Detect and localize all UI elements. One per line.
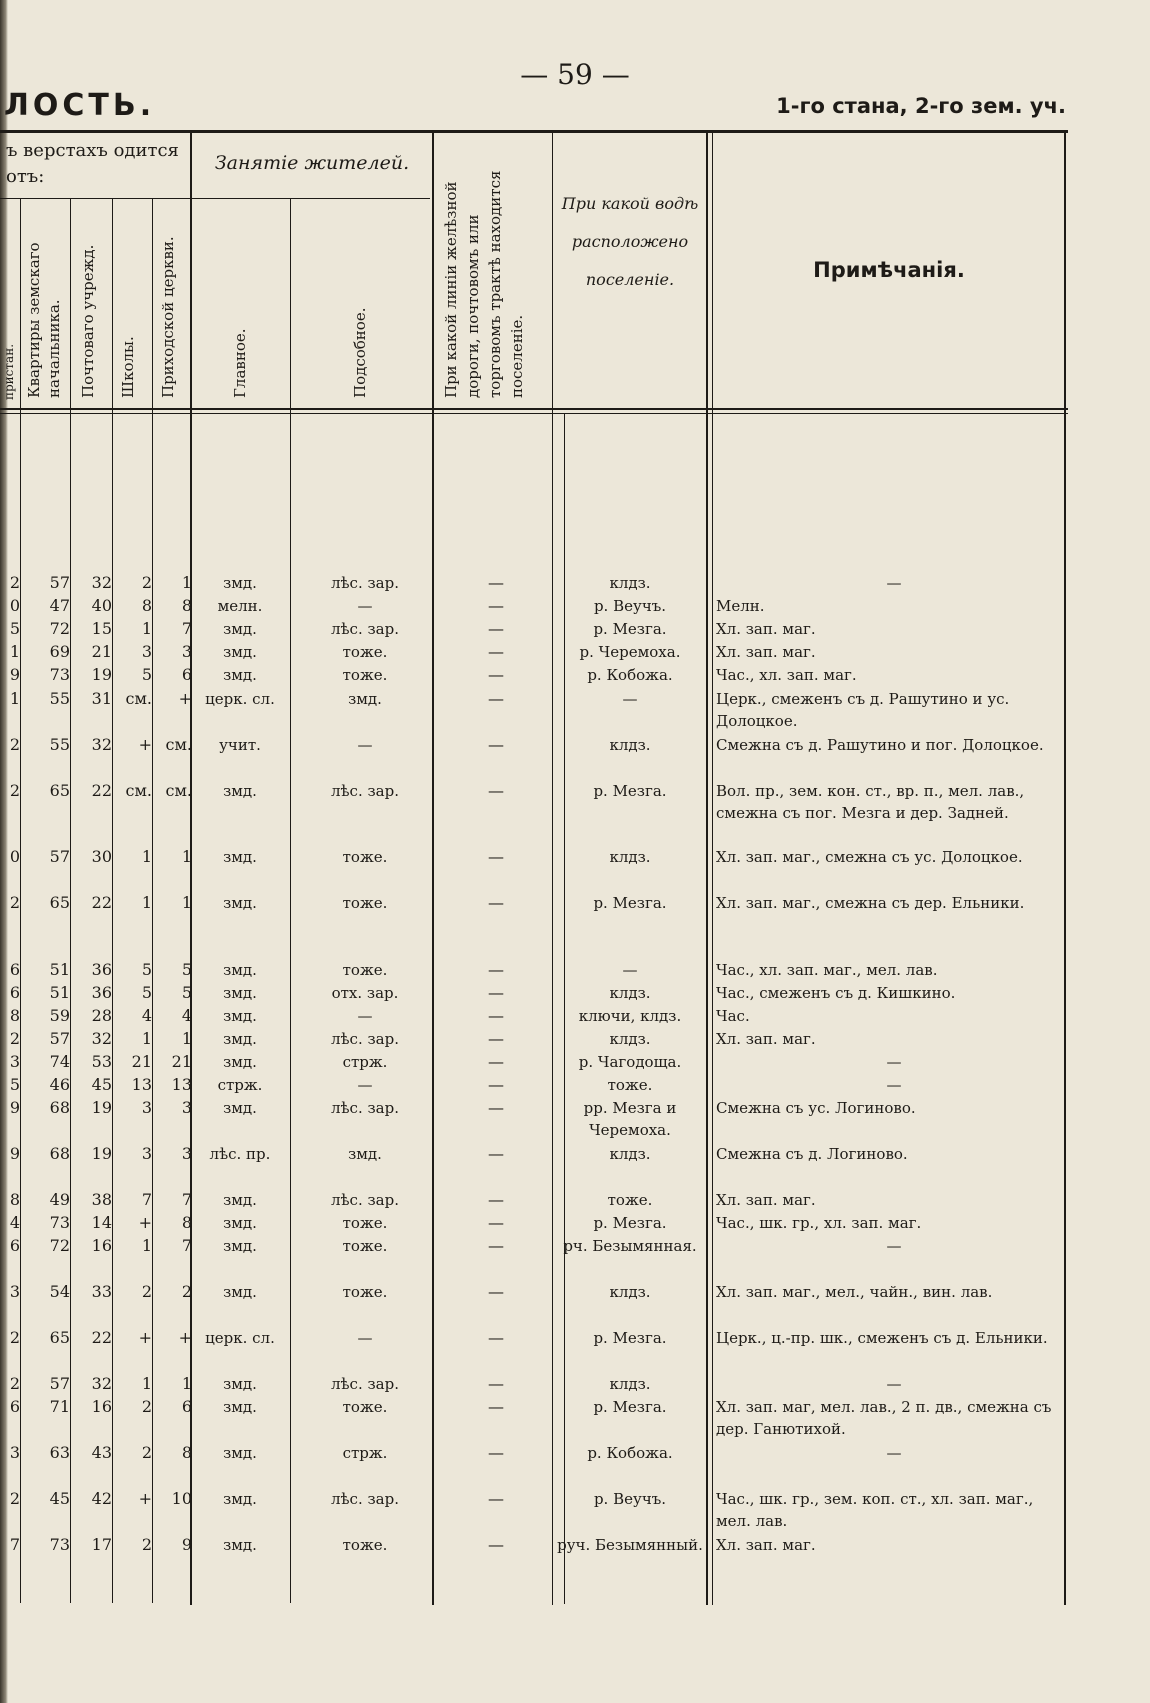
cell-nt: Хл. зап. маг., смежна съ ус. Долоцкое. [716, 848, 1023, 866]
cell-gl: змд. [223, 1536, 257, 1554]
cell-s: 3 [9, 1282, 20, 1301]
cell-sh: см. [125, 781, 152, 800]
cell-kv: 68 [49, 1144, 70, 1163]
cell-nt: Хл. зап. маг. [716, 620, 816, 638]
cell-kv: 74 [49, 1052, 70, 1071]
cell-gl: змд. [223, 848, 257, 866]
cell-kv: 65 [49, 1328, 70, 1347]
cell-pr: 8 [181, 1213, 192, 1232]
cell-rd: — [488, 1489, 504, 1508]
cell-rd: — [488, 1144, 504, 1163]
cell-po: 43 [91, 1443, 112, 1462]
cell-po: 17 [91, 1535, 112, 1554]
cell-gl: змд. [223, 1237, 257, 1255]
cell-rd: — [488, 1075, 504, 1094]
cell-nt: Мелн. [716, 597, 765, 615]
cell-sh: 1 [141, 893, 152, 912]
cell-pd: — [357, 1329, 373, 1347]
cell-pr: + [178, 1328, 192, 1347]
cell-pr: 9 [181, 1535, 192, 1554]
cell-gl: змд. [223, 1030, 257, 1048]
cell-nt: Час. [716, 1007, 750, 1025]
cell-rd: — [488, 689, 504, 708]
cell-s: 6 [9, 1397, 20, 1416]
cell-sh: 3 [141, 1144, 152, 1163]
cell-sh: + [138, 735, 152, 754]
cell-gl: мелн. [217, 597, 263, 615]
cell-kv: 59 [49, 1006, 70, 1025]
cell-s: 3 [9, 1443, 20, 1462]
cell-gl: змд. [223, 1444, 257, 1462]
cell-pd: тоже. [342, 961, 388, 979]
cell-nt: Вол. пр., зем. кон. ст., вр. п., мел. лав., смежна съ пог. Мезга и дер. Задней. [716, 782, 1025, 822]
cell-sh: 3 [141, 1098, 152, 1117]
cell-wt: р. Веучъ. [593, 597, 667, 615]
main-header: Главное. [231, 328, 249, 398]
cell-pr: 1 [181, 893, 192, 912]
cell-gl: змд. [223, 1191, 257, 1209]
cell-po: 21 [91, 642, 112, 661]
cell-kv: 73 [49, 1213, 70, 1232]
cell-kv: 73 [49, 665, 70, 684]
cell-po: 14 [91, 1213, 112, 1232]
cell-pd: лѣс. зар. [330, 574, 399, 592]
water-header: При какой водѣ расположено поселеніе. [561, 194, 699, 289]
cell-sh: 1 [141, 1029, 152, 1048]
cell-rd: — [488, 847, 504, 866]
cell-pr: 8 [181, 596, 192, 615]
cell-wt: — [622, 961, 638, 979]
cell-pd: тоже. [342, 1398, 388, 1416]
cell-nt: Хл. зап. маг. [716, 1030, 816, 1048]
cell-wt: р. Мезга. [593, 1214, 667, 1232]
cell-rd: — [488, 1328, 504, 1347]
cell-po: 45 [91, 1075, 112, 1094]
cell-pd: отх. зар. [331, 984, 399, 1002]
cell-gl: змд. [223, 1053, 257, 1071]
cell-wt: клдз. [609, 1375, 651, 1393]
cell-rd: — [488, 1006, 504, 1025]
cell-s: 9 [9, 1098, 20, 1117]
cell-kv: 63 [49, 1443, 70, 1462]
cell-nt: Час., хл. зап. маг., мел. лав. [716, 961, 938, 979]
cell-pd: лѣс. зар. [330, 1490, 399, 1508]
cell-po: 32 [91, 735, 112, 754]
cell-wt: клдз. [609, 736, 651, 754]
cell-pr: + [178, 689, 192, 708]
cell-sh: 13 [131, 1075, 152, 1094]
cell-gl: змд. [223, 961, 257, 979]
cell-wt: р. Кобожа. [587, 666, 673, 684]
cell-pr: 3 [181, 1144, 192, 1163]
cell-pd: стрж. [342, 1444, 388, 1462]
cell-po: 28 [91, 1006, 112, 1025]
cell-wt: р. Кобожа. [587, 1444, 673, 1462]
cell-gl: змд. [223, 666, 257, 684]
cell-nt: — [886, 1053, 902, 1071]
cell-pr: 21 [171, 1052, 192, 1071]
cell-s: 8 [9, 1190, 20, 1209]
cell-po: 22 [91, 781, 112, 800]
left-strip-header: пристан. [2, 343, 16, 400]
cell-sh: 2 [141, 573, 152, 592]
cell-wt: р. Мезга. [593, 1398, 667, 1416]
cell-wt: р. Чагодоща. [578, 1053, 682, 1071]
cell-wt: р. Мезга. [593, 782, 667, 800]
cell-nt: Хл. зап. маг, мел. лав., 2 п. дв., смежна съ дер. Ганютихой. [716, 1398, 1052, 1438]
cell-s: 2 [9, 1328, 20, 1347]
cell-po: 40 [91, 596, 112, 615]
cell-s: 6 [9, 1236, 20, 1255]
cell-wt: ключи, клдз. [578, 1007, 682, 1025]
cell-gl: стрж. [217, 1076, 263, 1094]
cell-nt: — [886, 1076, 902, 1094]
cell-s: 2 [9, 781, 20, 800]
cell-nt: Смежна съ ус. Логиново. [716, 1099, 916, 1117]
cell-kv: 65 [49, 893, 70, 912]
cell-kv: 68 [49, 1098, 70, 1117]
cell-kv: 46 [49, 1075, 70, 1094]
cell-rd: — [488, 573, 504, 592]
cell-pr: 6 [181, 1397, 192, 1416]
page-number: — 59 — [520, 58, 630, 91]
cell-po: 19 [91, 1098, 112, 1117]
cell-pd: — [357, 736, 373, 754]
cell-wt: клдз. [609, 1030, 651, 1048]
cell-rd: — [488, 1213, 504, 1232]
cell-nt: Час., шк. гр., хл. зап. маг. [716, 1214, 922, 1232]
cell-pr: 1 [181, 573, 192, 592]
cell-kv: 47 [49, 596, 70, 615]
cell-nt: Хл. зап. маг., смежна съ дер. Ельники. [716, 894, 1025, 912]
secondary-header: Подсобное. [351, 307, 369, 398]
cell-nt: Смежна съ д. Логиново. [716, 1145, 908, 1163]
cell-nt: Хл. зап. маг. [716, 643, 816, 661]
cell-gl: змд. [223, 894, 257, 912]
cell-kv: 73 [49, 1535, 70, 1554]
cell-s: 6 [9, 960, 20, 979]
cell-po: 31 [91, 689, 112, 708]
cell-wt: тоже. [607, 1191, 653, 1209]
cell-rd: — [488, 665, 504, 684]
cell-s: 1 [9, 642, 20, 661]
cell-pr: 7 [181, 1236, 192, 1255]
cell-nt: — [886, 1375, 902, 1393]
cell-gl: змд. [223, 1214, 257, 1232]
cell-pd: тоже. [342, 1237, 388, 1255]
cell-sh: + [138, 1213, 152, 1232]
cell-nt: Хл. зап. маг. [716, 1536, 816, 1554]
cell-s: 3 [9, 1052, 20, 1071]
cell-rd: — [488, 1443, 504, 1462]
cell-sh: 5 [141, 665, 152, 684]
cell-wt: руч. Безымянный. [557, 1536, 703, 1554]
cell-kv: 57 [49, 1374, 70, 1393]
cell-gl: змд. [223, 1375, 257, 1393]
cell-kv: 55 [49, 735, 70, 754]
cell-sh: 4 [141, 1006, 152, 1025]
cell-s: 1 [9, 689, 20, 708]
cell-gl: учит. [219, 736, 261, 754]
cell-pd: тоже. [342, 1536, 388, 1554]
cell-rd: — [488, 1535, 504, 1554]
cell-gl: змд. [223, 1099, 257, 1117]
cell-gl: змд. [223, 1398, 257, 1416]
postal-header: Почтоваго учрежд. [79, 244, 97, 398]
cell-nt: Церк., ц.-пр. шк., смеженъ съ д. Ельники. [716, 1329, 1048, 1347]
cell-nt: Смежна съ д. Рашутино и пог. Долоцкое. [716, 736, 1044, 754]
distance-group-header: ъ верстахъ одится отъ: [6, 140, 179, 187]
cell-sh: 3 [141, 642, 152, 661]
cell-pd: лѣс. зар. [330, 1191, 399, 1209]
cell-s: 0 [9, 596, 20, 615]
cell-pr: 7 [181, 1190, 192, 1209]
cell-gl: змд. [223, 643, 257, 661]
cell-s: 6 [9, 983, 20, 1002]
cell-kv: 57 [49, 847, 70, 866]
cell-po: 16 [91, 1397, 112, 1416]
cell-pr: 3 [181, 1098, 192, 1117]
cell-sh: 2 [141, 1443, 152, 1462]
cell-pr: 10 [171, 1489, 192, 1508]
page-title-right: 1-го стана, 2-го зем. уч. [776, 94, 1066, 118]
cell-pd: лѣс. зар. [330, 620, 399, 638]
cell-wt: р. Мезга. [593, 620, 667, 638]
cell-sh: 1 [141, 619, 152, 638]
cell-po: 19 [91, 1144, 112, 1163]
cell-rd: — [488, 1029, 504, 1048]
cell-s: 2 [9, 1029, 20, 1048]
cell-s: 5 [9, 1075, 20, 1094]
occupation-group-header: Занятіе жителей. [214, 152, 410, 174]
cell-sh: 5 [141, 983, 152, 1002]
cell-wt: рч. Безымянная. [563, 1237, 697, 1255]
cell-sh: 2 [141, 1282, 152, 1301]
school-header: Школы. [119, 336, 137, 398]
cell-pr: 1 [181, 1374, 192, 1393]
cell-po: 32 [91, 1029, 112, 1048]
cell-s: 2 [9, 1489, 20, 1508]
cell-pd: тоже. [342, 666, 388, 684]
cell-nt: Час., смеженъ съ д. Кишкино. [716, 984, 956, 1002]
cell-s: 9 [9, 665, 20, 684]
cell-wt: р. Мезга. [593, 894, 667, 912]
cell-pr: см. [165, 735, 192, 754]
cell-pd: — [357, 1076, 373, 1094]
cell-kv: 51 [49, 983, 70, 1002]
cell-kv: 57 [49, 573, 70, 592]
cell-wt: р. Веучъ. [593, 1490, 667, 1508]
cell-gl: церк. сл. [205, 690, 275, 708]
cell-pr: 5 [181, 960, 192, 979]
cell-rd: — [488, 642, 504, 661]
cell-pd: тоже. [342, 1283, 388, 1301]
cell-pd: — [357, 597, 373, 615]
cell-s: 0 [9, 847, 20, 866]
cell-s: 2 [9, 1374, 20, 1393]
cell-po: 30 [91, 847, 112, 866]
cell-sh: + [138, 1489, 152, 1508]
cell-nt: — [886, 1237, 902, 1255]
cell-po: 32 [91, 1374, 112, 1393]
cell-po: 36 [91, 983, 112, 1002]
cell-sh: 8 [141, 596, 152, 615]
cell-gl: лѣс. пр. [209, 1145, 271, 1163]
cell-wt: клдз. [609, 1283, 651, 1301]
cell-sh: 21 [131, 1052, 152, 1071]
page-title-left: ЛОСТЬ. [4, 88, 156, 123]
cell-s: 7 [9, 1535, 20, 1554]
cell-wt: р. Черемоха. [579, 643, 681, 661]
cell-sh: 5 [141, 960, 152, 979]
cell-wt: — [622, 690, 638, 708]
cell-gl: змд. [223, 1490, 257, 1508]
cell-kv: 57 [49, 1029, 70, 1048]
cell-rd: — [488, 596, 504, 615]
cell-pr: 8 [181, 1443, 192, 1462]
cell-pd: тоже. [342, 894, 388, 912]
cell-rd: — [488, 1374, 504, 1393]
cell-rd: — [488, 960, 504, 979]
cell-pr: 7 [181, 619, 192, 638]
cell-rd: — [488, 983, 504, 1002]
cell-wt: клдз. [609, 984, 651, 1002]
cell-s: 2 [9, 735, 20, 754]
cell-gl: змд. [223, 620, 257, 638]
cell-pd: лѣс. зар. [330, 1030, 399, 1048]
cell-s: 8 [9, 1006, 20, 1025]
parish-header: Приходской церкви. [159, 236, 177, 398]
cell-po: 42 [91, 1489, 112, 1508]
cell-pr: 13 [171, 1075, 192, 1094]
cell-rd: — [488, 735, 504, 754]
cell-rd: — [488, 1098, 504, 1117]
cell-kv: 71 [49, 1397, 70, 1416]
cell-wt: клдз. [609, 574, 651, 592]
cell-po: 33 [91, 1282, 112, 1301]
cell-wt: клдз. [609, 848, 651, 866]
cell-rd: — [488, 781, 504, 800]
cell-sh: 2 [141, 1397, 152, 1416]
cell-nt: Церк., смеженъ съ д. Рашутино и ус. Долоцкое. [716, 690, 1010, 730]
cell-pr: 1 [181, 847, 192, 866]
cell-nt: Час., шк. гр., зем. коп. ст., хл. зап. маг., мел. лав. [716, 1490, 1034, 1530]
cell-rd: — [488, 1190, 504, 1209]
cell-kv: 55 [49, 689, 70, 708]
cell-sh: + [138, 1328, 152, 1347]
cell-rd: — [488, 1397, 504, 1416]
cell-po: 22 [91, 1328, 112, 1347]
cell-nt: Хл. зап. маг. [716, 1191, 816, 1209]
cell-pr: см. [165, 781, 192, 800]
cell-rd: — [488, 1236, 504, 1255]
cell-po: 22 [91, 893, 112, 912]
cell-kv: 54 [49, 1282, 70, 1301]
cell-wt: рр. Мезга и Черемоха. [583, 1099, 677, 1139]
cell-po: 16 [91, 1236, 112, 1255]
cell-sh: 1 [141, 1374, 152, 1393]
cell-nt: Час., хл. зап. маг. [716, 666, 857, 684]
cell-kv: 51 [49, 960, 70, 979]
cell-pd: — [357, 1007, 373, 1025]
cell-pr: 5 [181, 983, 192, 1002]
cell-po: 53 [91, 1052, 112, 1071]
cell-kv: 72 [49, 619, 70, 638]
cell-sh: 7 [141, 1190, 152, 1209]
cell-po: 15 [91, 619, 112, 638]
cell-pr: 1 [181, 1029, 192, 1048]
cell-gl: змд. [223, 782, 257, 800]
cell-rd: — [488, 893, 504, 912]
cell-s: 2 [9, 573, 20, 592]
cell-rd: — [488, 1282, 504, 1301]
cell-po: 36 [91, 960, 112, 979]
cell-sh: 1 [141, 1236, 152, 1255]
cell-s: 4 [9, 1213, 20, 1232]
cell-pr: 3 [181, 642, 192, 661]
cell-kv: 69 [49, 642, 70, 661]
cell-nt: Хл. зап. маг., мел., чайн., вин. лав. [716, 1283, 993, 1301]
cell-pr: 4 [181, 1006, 192, 1025]
zemsky-header: Квартиры земскаго начальника. [25, 242, 63, 398]
cell-gl: змд. [223, 1283, 257, 1301]
cell-kv: 45 [49, 1489, 70, 1508]
cell-s: 5 [9, 619, 20, 638]
cell-pr: 2 [181, 1282, 192, 1301]
cell-po: 19 [91, 665, 112, 684]
cell-s: 2 [9, 893, 20, 912]
cell-wt: тоже. [607, 1076, 653, 1094]
cell-sh: см. [125, 689, 152, 708]
cell-pd: змд. [348, 690, 382, 708]
cell-pr: 6 [181, 665, 192, 684]
cell-sh: 1 [141, 847, 152, 866]
cell-gl: змд. [223, 984, 257, 1002]
cell-kv: 72 [49, 1236, 70, 1255]
cell-pd: лѣс. зар. [330, 1375, 399, 1393]
cell-pd: тоже. [342, 1214, 388, 1232]
cell-wt: р. Мезга. [593, 1329, 667, 1347]
cell-pd: тоже. [342, 643, 388, 661]
cell-nt: — [886, 574, 902, 592]
cell-po: 38 [91, 1190, 112, 1209]
notes-header: Примѣчанія. [813, 258, 965, 282]
cell-po: 32 [91, 573, 112, 592]
cell-kv: 49 [49, 1190, 70, 1209]
cell-gl: змд. [223, 1007, 257, 1025]
cell-kv: 65 [49, 781, 70, 800]
cell-nt: — [886, 1444, 902, 1462]
cell-gl: церк. сл. [205, 1329, 275, 1347]
cell-pd: стрж. [342, 1053, 388, 1071]
road-header: При какой линіи желѣзной дороги, почтовомъ или торговомъ трактѣ находится поселеніе. [442, 170, 526, 398]
cell-pd: тоже. [342, 848, 388, 866]
cell-gl: змд. [223, 574, 257, 592]
cell-sh: 2 [141, 1535, 152, 1554]
cell-s: 9 [9, 1144, 20, 1163]
cell-pd: змд. [348, 1145, 382, 1163]
cell-rd: — [488, 619, 504, 638]
cell-rd: — [488, 1052, 504, 1071]
cell-pd: лѣс. зар. [330, 1099, 399, 1117]
cell-wt: клдз. [609, 1145, 651, 1163]
cell-pd: лѣс. зар. [330, 782, 399, 800]
